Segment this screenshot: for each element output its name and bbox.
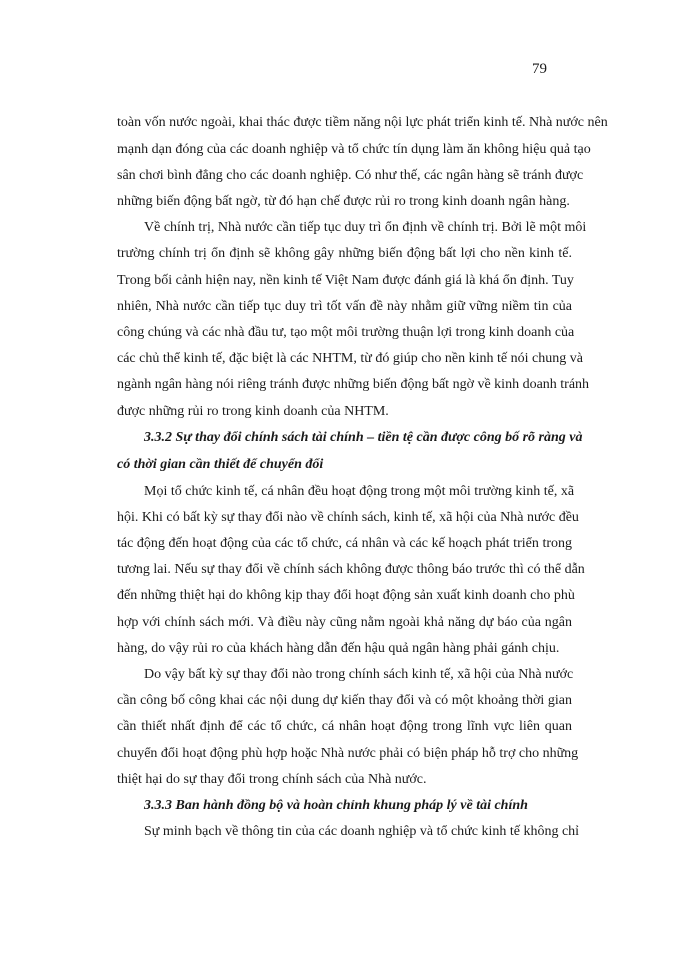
text-line: thiệt hại do sự thay đổi trong chính sách của Nhà nước. (117, 772, 427, 787)
text-line: Về chính trị, Nhà nước cần tiếp tục duy trì ổn định về chính trị. Bởi lẽ một môi (144, 220, 587, 235)
text-line: Mọi tổ chức kinh tế, cá nhân đều hoạt động trong một môi trường kinh tế, xã (144, 484, 575, 499)
text-line: Do vậy bất kỳ sự thay đổi nào trong chính sách kinh tế, xã hội của Nhà nước (144, 667, 574, 682)
text-line: các chủ thể kinh tế, đặc biệt là các NHTM, từ đó giúp cho nền kinh tế nói chung và (117, 351, 583, 366)
text-line: Sự minh bạch về thông tin của các doanh nghiệp và tổ chức kinh tế không chỉ (144, 824, 580, 839)
text-line: trường chính trị ổn định sẽ không gây những biến động bất lợi cho nền kinh tế. (117, 246, 572, 261)
text-line: sân chơi bình đẳng cho các doanh nghiệp. Có như thế, các ngân hàng sẽ tránh được (117, 168, 584, 183)
text-line: ngành ngân hàng nói riêng tránh được những biến động bất ngờ về kinh doanh tránh (117, 377, 590, 392)
text-line: nhiên, Nhà nước cần tiếp tục duy trì tốt vấn đề này nhằm giữ vững niềm tin của (117, 299, 572, 314)
text-line: những biến động bất ngờ, từ đó hạn chế được rủi ro trong kinh doanh ngân hàng. (117, 194, 570, 209)
section-heading-3-3-2: 3.3.2 Sự thay đổi chính sách tài chính – tiền tệ cần được công bố rõ ràng và (144, 430, 583, 445)
text-line: cần công bố công khai các nội dung dự kiến thay đổi và có một khoảng thời gian (117, 693, 572, 708)
text-line: cần thiết nhất định để các tổ chức, cá nhân hoạt động trong lĩnh vực liên quan (117, 719, 572, 734)
text-line: được những rủi ro trong kinh doanh của NHTM. (117, 404, 389, 419)
text-line: công chúng và các nhà đầu tư, tạo một môi trường thuận lợi trong kinh doanh của (117, 325, 575, 340)
text-line: tác động đến hoạt động của các tổ chức, cá nhân và các kế hoạch phát triển trong (117, 536, 572, 551)
text-line: mạnh dạn đóng của các doanh nghiệp và tổ chức tín dụng làm ăn không hiệu quả tạo (117, 142, 591, 157)
text-line: chuyển đổi hoạt động phù hợp hoặc Nhà nước phải có biện pháp hỗ trợ cho những (117, 746, 579, 761)
page-number: 79 (532, 61, 547, 77)
text-line: hợp với chính sách mới. Và điều này cũng nằm ngoài khả năng dự báo của ngân (117, 615, 572, 630)
section-heading-3-3-2-cont: có thời gian cần thiết để chuyển đổi (117, 457, 324, 472)
text-line: tương lai. Nếu sự thay đổi về chính sách không được thông báo trước thì có thể dẫn (117, 562, 585, 577)
text-line: toàn vốn nước ngoài, khai thác được tiềm năng nội lực phát triển kinh tế. Nhà nước nên (117, 115, 608, 130)
text-line: hàng, do vậy rủi ro của khách hàng dẫn đến hậu quả ngân hàng phải gánh chịu. (117, 641, 560, 656)
text-line: Trong bối cảnh hiện nay, nền kinh tế Việt Nam được đánh giá là khá ổn định. Tuy (117, 273, 574, 288)
section-heading-3-3-3: 3.3.3 Ban hành đồng bộ và hoàn chỉnh khung pháp lý về tài chính (144, 798, 528, 813)
text-line: đến những thiệt hại do không kịp thay đổi hoạt động sản xuất kinh doanh cho phù (117, 588, 575, 603)
text-line: hội. Khi có bất kỳ sự thay đổi nào về chính sách, kinh tế, xã hội của Nhà nước đều (117, 510, 579, 525)
